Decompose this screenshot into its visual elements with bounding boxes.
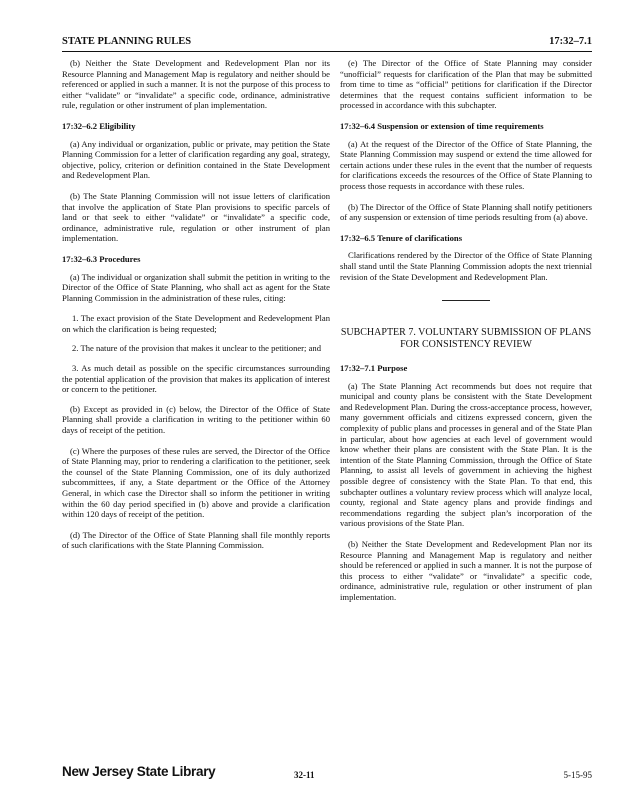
paragraph: (b) The State Planning Commission will not issue letters of clarification that involve the application of State Plan provisions to specific parcels of land or that seek to either “validate” or “invalidate” a specific code, ordinance, administrative rule, regulation or other instrument of plan implementation. <box>62 190 330 244</box>
page-number: 32-11 <box>294 770 315 780</box>
list-item: 3. As much detail as possible on the specific circumstances surrounding the potential application of the provision that makes its application of interest or concern to the petitioner. <box>62 363 330 395</box>
header-rule <box>62 51 592 52</box>
paragraph: (c) Where the purposes of these rules are served, the Director of the Office of State Planning may, prior to rendering a clarification to the petitioner, seek the counsel of the State Planning Commission, one of its duly authorized subcommittees, if any, a State department or the Office of the Attorney General, in which case the Director shall so inform the petitioner in writing within the 60 day period specified in (b) above and provide a clarification within 120 days of receipt of the petition. <box>62 445 330 520</box>
section-heading: 17:32–6.5 Tenure of clarifications <box>340 232 463 243</box>
paragraph: (a) The State Planning Act recommends but does not require that municipal and county plans be consistent with the State Development and Redevelopment Plan. During the cross-acceptance process, however, many government officials and citizens expressed concern, given the complexity of public plans and processes in general and of the State Plan in particular, about how agencies at each level of government would know whether their plans are consistent with the State Plan. It is the intention of the State Planning Commission, through the Office of State Planning, to assist all levels of government in achieving the highest possible degree of consistency with the State Plan. To that end, this subchapter outlines a voluntary review process which will analyze local, county, regional and State agency plans and provide findings and recommendations regarding the subject plan’s incorporation of the various provisions of the State Plan. <box>340 380 592 529</box>
left-column <box>62 58 330 561</box>
section-heading: 17:32–6.4 Suspension or extension of time requirements <box>340 120 544 131</box>
section-heading: 17:32–7.1 Purpose <box>340 363 408 374</box>
header-title: STATE PLANNING RULES <box>62 36 192 47</box>
page-date: 5-15-95 <box>563 770 592 780</box>
paragraph: (b) The Director of the Office of State Planning shall notify petitioners of any suspension or extension of time periods resulting from (a) above. <box>340 201 592 223</box>
list-item: 2. The nature of the provision that makes it unclear to the petitioner; and <box>72 343 321 354</box>
paragraph: (a) Any individual or organization, public or private, may petition the State Planning Commission for a letter of clarification regarding any goal, strategy, objective, policy, criterion or definition contained in the State Development and Redevelopment Plan. <box>62 138 330 181</box>
paragraph: (e) The Director of the Office of State Planning may consider “unofficial” requests for clarification of the Plan that may be submitted from time to time as “official” petitions for clarification if the Director determines that the request contains sufficient information to be processed in accordance with this subchapter. <box>340 58 592 111</box>
section-heading: 17:32–6.2 Eligibility <box>62 120 136 131</box>
list-item: 1. The exact provision of the State Development and Redevelopment Plan on which the clarification is being requested; <box>62 313 330 334</box>
paragraph: Clarifications rendered by the Director of the Office of State Planning shall stand until the State Planning Commission adopts the next triennial revision of the State Development and Redevelopment Plan. <box>340 250 592 282</box>
paragraph: (a) The individual or organization shall submit the petition in writing to the Director of the Office of State Planning, who shall act as agent for the State Planning Commission in the administration of these rules, citing: <box>62 271 330 303</box>
page-footer <box>62 766 592 784</box>
right-column <box>340 58 592 613</box>
paragraph: (d) The Director of the Office of State Planning shall file monthly reports of such clarifications with the State Planning Commission. <box>62 529 330 551</box>
paragraph: (b) Neither the State Development and Redevelopment Plan nor its Resource Planning and Management Map is regulatory and neither should be referenced or applied in such a manner. It is not the purpose of this process to either “validate” or “invalidate” a specific code, ordinance, administrative rule, regulation or other instrument of plan implementation. <box>340 539 592 602</box>
section-heading: 17:32–6.3 Procedures <box>62 253 141 264</box>
header-section-number: 17:32–7.1 <box>549 36 592 47</box>
paragraph: (b) Neither the State Development and Redevelopment Plan nor its Resource Planning and Management Map is regulatory and neither should be referenced or applied in such a manner. It is not the purpose of this process to either “validate” or “invalidate” a specific code, ordinance, administrative rule, regulation or other instrument of plan implementation. <box>62 58 330 111</box>
section-divider <box>442 300 490 301</box>
running-header <box>62 36 592 50</box>
subchapter-heading: SUBCHAPTER 7. VOLUNTARY SUBMISSION OF PLANS FOR CONSISTENCY REVIEW <box>340 327 592 351</box>
paragraph: (a) At the request of the Director of the Office of State Planning, the State Planning Commission may suspend or extend the time allowed for certain actions under these rules in the event that the number of requests for clarifications exceeds the resources of the Office of State Planning to process those requests in accordance with these rules. <box>340 138 592 191</box>
paragraph: (b) Except as provided in (c) below, the Director of the Office of State Planning shall provide a clarification in writing to the petitioner within 60 days of receipt of the petition. <box>62 403 330 436</box>
library-stamp: New Jersey State Library <box>62 764 216 779</box>
